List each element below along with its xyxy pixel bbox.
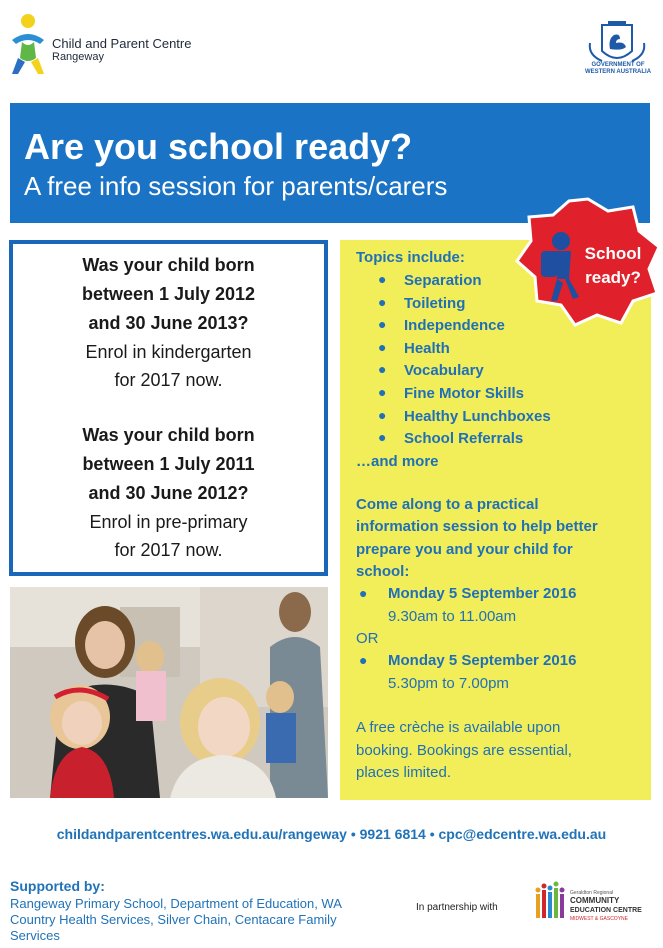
a1-line-2: for 2017 now. <box>114 370 223 390</box>
topic-item: Health <box>404 340 450 357</box>
org-name: Child and Parent Centre <box>52 36 192 51</box>
topic-item: Toileting <box>404 295 466 312</box>
creche-line-3: places limited. <box>356 764 452 781</box>
q2-line-2: between 1 July 2011 <box>82 454 255 474</box>
bullet-icon: ● <box>359 652 368 668</box>
topics-heading: Topics include: <box>356 249 465 266</box>
bullet-icon: ● <box>359 585 368 601</box>
contact-line: childandparentcentres.wa.edu.au/rangeway • 9921 6814 • cpc@edcentre.wa.edu.au <box>56 826 607 842</box>
colour-figures-icon <box>536 882 565 919</box>
org-subtitle: Rangeway <box>52 51 104 63</box>
creche-line-2: booking. Bookings are essential, <box>356 742 572 759</box>
bullet-icon: ● <box>378 429 387 445</box>
bullet-icon: ● <box>378 361 387 377</box>
q2-line-1: Was your child born <box>82 425 255 445</box>
cec-tag: MIDWEST & GASCOYNE <box>570 916 628 922</box>
intro-line-2: information session to help better <box>356 518 598 535</box>
bullet-icon: ● <box>378 339 387 355</box>
gov-line-1: GOVERNMENT OF <box>591 62 645 68</box>
creche-line-1: A free crèche is available upon <box>356 719 561 736</box>
topic-item: Fine Motor Skills <box>404 385 525 402</box>
session-1-time: 9.30am to 11.00am <box>388 608 517 625</box>
session-2-time: 5.30pm to 7.00pm <box>388 675 509 692</box>
school-ready-badge <box>513 197 663 327</box>
child-figure-logo-icon <box>8 12 48 76</box>
gov-line-2: WESTERN AUSTRALIA <box>584 68 652 75</box>
session-2-date: Monday 5 September 2016 <box>388 652 577 669</box>
topic-item: Independence <box>404 317 505 334</box>
cec-small: Geraldton Regional <box>570 890 614 896</box>
and-more: …and more <box>356 453 439 470</box>
supported-line-2: Country Health Services, Silver Chain, Centacare Family <box>10 912 337 927</box>
banner-title: Are you school ready? <box>24 126 413 167</box>
bullet-icon: ● <box>378 384 387 400</box>
q1-line-2: between 1 July 2012 <box>81 284 256 304</box>
children-photo <box>10 587 328 798</box>
cec-line-2: EDUCATION CENTRE <box>570 907 642 914</box>
badge-line-2: ready? <box>585 268 641 287</box>
bullet-icon: ● <box>378 294 387 310</box>
supported-line-1: Rangeway Primary School, Department of Education, WA <box>10 896 342 911</box>
q1-line-3: and 30 June 2013? <box>88 313 249 333</box>
partnership-label: In partnership with <box>416 902 498 913</box>
session-1-date: Monday 5 September 2016 <box>388 585 577 602</box>
topic-item: School Referrals <box>404 430 524 447</box>
q1-line-1: Was your child born <box>82 255 255 275</box>
a1-line-1: Enrol in kindergarten <box>85 342 252 362</box>
supported-line-3: Services <box>10 928 60 943</box>
a2-line-2: for 2017 now. <box>114 540 223 560</box>
topic-item: Separation <box>404 272 482 289</box>
topic-item: Healthy Lunchboxes <box>404 408 551 425</box>
cec-line-1: COMMUNITY <box>570 896 620 905</box>
a2-line-1: Enrol in pre-primary <box>89 512 248 532</box>
community-education-centre-logo <box>532 880 652 928</box>
q2-line-3: and 30 June 2012? <box>88 483 249 503</box>
banner-subtitle: A free info session for parents/carers <box>24 171 448 201</box>
supported-label: Supported by: <box>10 878 105 894</box>
intro-line-3: prepare you and your child for <box>356 541 573 558</box>
intro-line-4: school: <box>356 563 410 580</box>
badge-line-1: School <box>584 244 642 263</box>
bullet-icon: ● <box>378 407 387 423</box>
intro-line-1: Come along to a practical <box>356 496 539 513</box>
or-label: OR <box>356 630 379 647</box>
topic-item: Vocabulary <box>404 362 484 379</box>
bullet-icon: ● <box>378 316 387 332</box>
government-label <box>578 62 658 76</box>
bullet-icon: ● <box>378 271 387 287</box>
